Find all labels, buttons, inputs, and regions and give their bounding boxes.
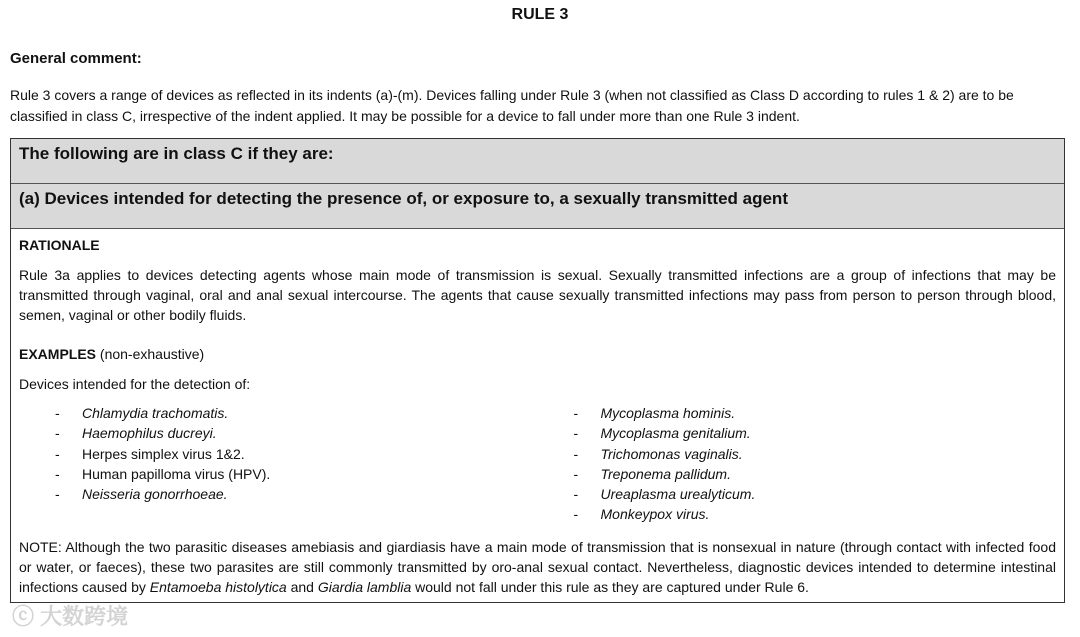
- list-item-text: Chlamydia trachomatis.: [82, 405, 229, 421]
- list-item-text: Treponema pallidum.: [600, 465, 731, 482]
- list-item: [574, 464, 1057, 484]
- note-text: and: [286, 578, 318, 595]
- devices-intro: Devices intended for the detection of:: [19, 376, 251, 392]
- table-body: [11, 229, 1064, 603]
- list-item: [55, 464, 538, 484]
- list-item-text: Human papilloma virus (HPV).: [82, 465, 271, 482]
- list-item: [574, 403, 1057, 423]
- dash-bullet: -: [55, 405, 60, 421]
- table-header-class-c: The following are in class C if they are:: [11, 139, 1064, 184]
- rationale-heading: RATIONALE: [19, 237, 100, 253]
- examples-lists: [19, 403, 1056, 525]
- examples-label: EXAMPLES: [19, 346, 97, 362]
- dash-bullet: -: [573, 425, 579, 442]
- table-header-indent-a: (a) Devices intended for detecting the presence of, or exposure to, a sexually transmitted agent: [11, 184, 1064, 229]
- rationale-text: Rule 3a applies to devices detecting agents whose main mode of transmission is sexual. Sexually transmitted infections are a group of infections that may be transmitted through vaginal, oral and anal sexual intercourse. The agents that cause sexually transmitted infections may pass from person to person through blood, semen, vaginal or other bodily fluids.: [19, 267, 1056, 323]
- dash-bullet: -: [573, 465, 579, 482]
- note-species: Entamoeba histolytica: [149, 578, 287, 595]
- dash-bullet: -: [55, 486, 60, 503]
- dash-bullet: -: [55, 465, 60, 482]
- left-example-list: [19, 403, 538, 504]
- list-item: [55, 444, 538, 464]
- dash-bullet: -: [55, 425, 60, 442]
- page-title: RULE 3: [511, 6, 569, 23]
- list-item-text: Haemophilus ducreyi.: [82, 425, 217, 442]
- dash-bullet: -: [573, 506, 579, 523]
- list-item: [55, 423, 538, 443]
- rule-table: [10, 138, 1065, 603]
- dash-bullet: -: [573, 405, 579, 421]
- general-comment-heading: General comment:: [10, 50, 142, 67]
- note-text: would not fall under this rule as they are captured under Rule 6.: [411, 578, 809, 595]
- list-item-text: Mycoplasma hominis.: [600, 405, 736, 421]
- list-item: [55, 403, 538, 423]
- watermark-logo: ⓒ 大数跨境: [12, 604, 129, 629]
- right-example-list: [538, 403, 1057, 525]
- list-item: [574, 484, 1057, 504]
- examples-heading: [19, 344, 1056, 364]
- note-species: Giardia lamblia: [317, 578, 412, 595]
- list-item-text: Neisseria gonorrhoeae.: [82, 486, 228, 503]
- examples-note: (non-exhaustive): [96, 346, 205, 362]
- dash-bullet: -: [573, 445, 579, 462]
- dash-bullet: -: [55, 445, 60, 462]
- list-item-text: Ureaplasma urealyticum.: [600, 486, 756, 503]
- intro-paragraph: Rule 3 covers a range of devices as reflected in its indents (a)-(m). Devices falling under Rule 3 (when not classified as Class D according to rules 1 & 2) are to be classified in class C, irrespective of the indent applied. It may be possible for a device to fall under more than one Rule 3 indent.: [10, 87, 1014, 124]
- list-item-text: Trichomonas vaginalis.: [600, 445, 743, 462]
- list-item-text: Monkeypox virus.: [600, 506, 710, 523]
- list-item-text: Herpes simplex virus 1&2.: [82, 445, 245, 462]
- dash-bullet: -: [573, 486, 579, 503]
- list-item: [574, 504, 1057, 524]
- note-paragraph: [19, 537, 1056, 597]
- list-item: [55, 484, 538, 504]
- list-item-text: Mycoplasma genitalium.: [600, 425, 751, 442]
- list-item: [574, 444, 1057, 464]
- note-text: NOTE: Although the two parasitic diseases amebiasis and giardiasis have a main mode of transmission that is nonsexual in nature (through contact with infected food or water, or faeces), these two parasites are still commonly transmitted by oro-anal sexual contact. Nevertheless, diagnostic devices intended to determine intestinal infections caused by: [19, 538, 1056, 595]
- list-item: [574, 423, 1057, 443]
